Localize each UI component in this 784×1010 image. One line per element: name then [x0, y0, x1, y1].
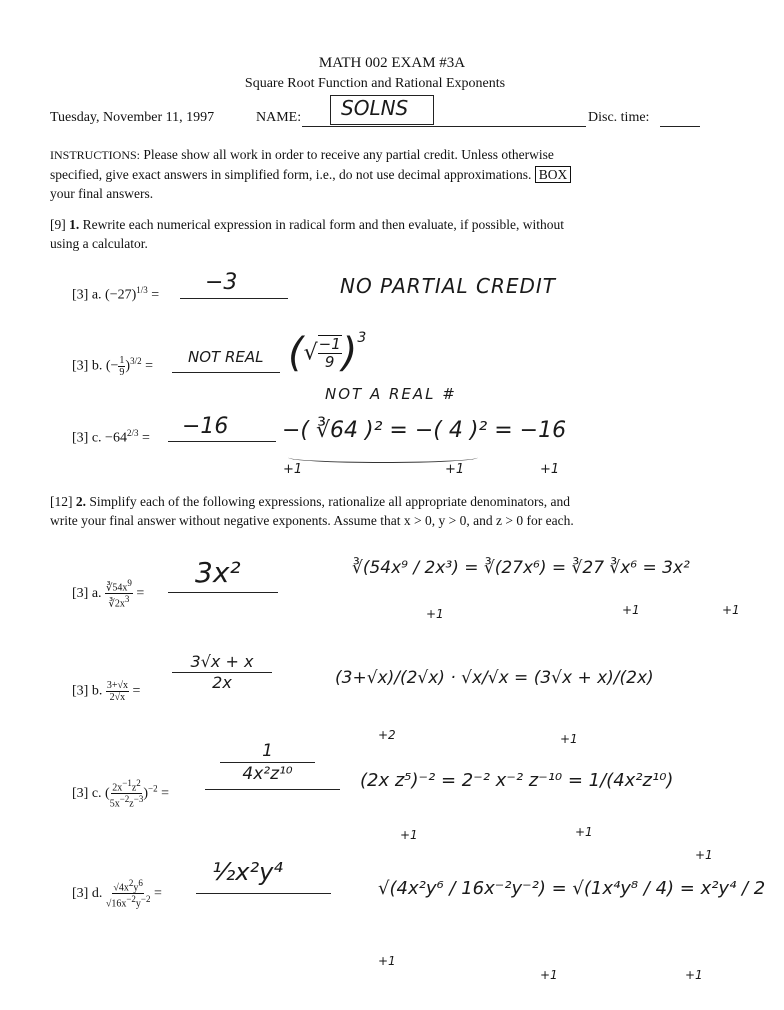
q2d-mark-1: +1 [378, 954, 396, 968]
question-1: [9] 1. Rewrite each numerical expression in radical form and then evaluate, if possible, without using a calculator. [50, 217, 564, 251]
q2d-prompt: [3] d. $\frac{√4x^2y^6}{√16x^{-2}y^{-2}}$ = [72, 878, 162, 910]
q2c-prompt: [3] c. ( $\frac{2x^{-1}z^2}{5x^{-2}z^{-3}}$ )$^{-2}$ = [72, 778, 169, 810]
q2b-mark-1: +2 [378, 728, 396, 742]
q1c-answer: −16 [182, 414, 229, 439]
q1a-answer-line [180, 298, 288, 299]
disc-label: Disc. time: [588, 110, 650, 125]
exam-subtitle: Square Root Function and Rational Exponents [244, 76, 506, 91]
q2d-mark-3: +1 [685, 968, 703, 982]
q2a-mark-1: +1 [426, 607, 444, 621]
name-label: NAME: [256, 110, 302, 125]
q2c-answer: 1 4x²z¹⁰ [220, 740, 315, 785]
q1c-mark-2: +1 [445, 462, 465, 477]
q2b-mark-2: +1 [560, 732, 578, 746]
name-line [302, 126, 586, 127]
question-2: [12] 2. Simplify each of the following expressions, rationalize all appropriate denominators, and write your final answer without negative exponents. Assume that x > 0, y > 0, and z > 0 for each. [50, 494, 574, 528]
q1b-answer: NOT REAL [188, 348, 264, 366]
q1c-prompt: [3] c. $-64^{2/3}$ = [72, 428, 150, 446]
q1a-answer: −3 [205, 270, 238, 295]
q2d-work: √(4x²y⁶ / 16x⁻²y⁻²) = √(1x⁴y⁸ / 4) = x²y⁴ / 2 [378, 878, 766, 899]
q2a-work: ∛(54x⁹ / 2x³) = ∛(27x⁶) = ∛27 ∛x⁶ = 3x² [352, 558, 690, 578]
q1c-mark-1: +1 [283, 462, 303, 477]
name-value: SOLNS [330, 95, 434, 125]
q2c-work: (2x z⁵)⁻² = 2⁻² x⁻² z⁻¹⁰ = 1/(4x²z¹⁰) [360, 770, 674, 791]
q1a-note: NO PARTIAL CREDIT [340, 274, 557, 298]
q2d-mark-2: +1 [540, 968, 558, 982]
q2c-mark-3: +1 [695, 848, 713, 862]
q2c-mark-2: +1 [575, 825, 593, 839]
disc-line [660, 126, 700, 127]
q2a-mark-2: +1 [622, 603, 640, 617]
q2a-answer: 3x² [195, 556, 241, 589]
q1c-answer-line [168, 441, 276, 442]
q2d-answer: ½x²y⁴ [212, 858, 283, 886]
q1a-prompt: [3] a. $(-27)^{1/3}$ = [72, 285, 160, 303]
q2d-answer-line [196, 893, 331, 894]
q2b-answer: 3√x + x 2x [172, 652, 272, 693]
q1b-prompt: [3] b. (− $\frac{1}{9}$ )$^{3/2}$ = [72, 355, 153, 378]
box-word: BOX [535, 166, 572, 183]
exam-date: Tuesday, November 11, 1997 [50, 110, 215, 125]
exam-title: MATH 002 EXAM #3A [318, 55, 466, 71]
q2a-answer-line [168, 592, 278, 593]
q2b-prompt: [3] b. $\frac{3+√x}{2√x}$ = [72, 680, 141, 703]
q2c-answer-line [205, 789, 340, 790]
q2b-work: (3+√x)/(2√x) · √x/√x = (3√x + x)/(2x) [335, 668, 654, 688]
q1b-work: (√ $\frac{-1}{9}$ )$^3$ [288, 330, 367, 376]
q2a-prompt: [3] a. $\frac{∛54x^9}{∛2x^3}$ = [72, 578, 145, 610]
q1b-answer-line [172, 372, 280, 373]
instructions: INSTRUCTIONS: Please show all work in order to receive any partial credit. Unless otherwise specified, give exact answers in simplified form, i.e., do not use decimal approximations. BOX your final answers. [50, 145, 710, 203]
q1b-note: NOT A REAL # [325, 385, 457, 403]
q1c-work: −( ∛64 )² = −( 4 )² = −16 [282, 418, 567, 443]
q2a-mark-3: +1 [722, 603, 740, 617]
q1c-mark-3: +1 [540, 462, 560, 477]
q2c-mark-1: +1 [400, 828, 418, 842]
